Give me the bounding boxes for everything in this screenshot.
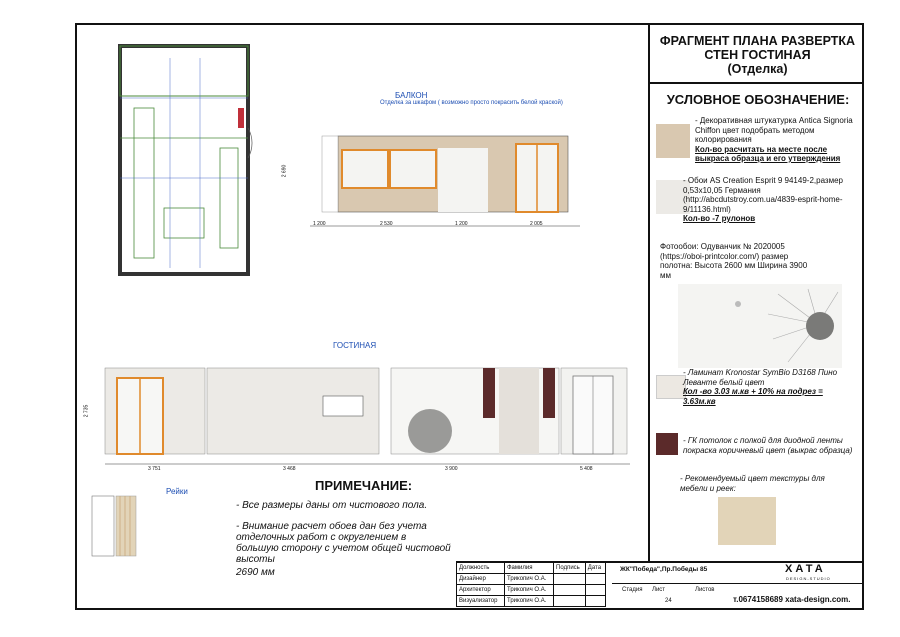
balcony-dim-1: 1 200 <box>313 221 326 227</box>
legend-item-photowallpaper: Фотообои: Одуванчик № 2020005 (https://oboi-printcolor.com/) размер полотна: Высота 2600 мм Ширина 3900 мм <box>660 242 808 280</box>
stamp-role: Визуализатор <box>457 596 505 607</box>
rails-label: Рейки <box>166 487 188 496</box>
stamp-header-position: Должность <box>457 563 505 574</box>
legend-item-wallpaper: - Обои AS Creation Esprit 9 94149-2,размер 0,53х10,05 Германия (http://abcdutstroy.com.ua/4839-esprit-home-9/11136.html) Кол-во -7 рулонов <box>683 176 843 223</box>
stamp-mid-line <box>612 583 864 584</box>
stamp-sheet-label: Лист <box>652 587 666 593</box>
legend-heading: УСЛОВНОЕ ОБОЗНАЧЕНИЕ: <box>666 92 850 107</box>
note-line-2: - Внимание расчет обоев дан без учета отделочных работ с округлением в большую сторону с учетом общей чистовой высоты <box>236 521 451 565</box>
living-dim-4: 5 408 <box>580 466 593 472</box>
balcony-dim-3: 1 200 <box>455 221 468 227</box>
stamp-project: ЖК"Победа",Пр.Победы 85 <box>620 566 708 573</box>
ceiling-swatch <box>656 433 678 455</box>
stamp-table <box>456 562 606 607</box>
stamp-stage-label: Стадия <box>622 587 643 593</box>
sheet-title: ФРАГМЕНТ ПЛАНА РАЗВЕРТКА СТЕН ГОСТИНАЯ (Отделка) <box>659 34 856 76</box>
balcony-elevation <box>300 128 590 238</box>
furniture-texture-swatch <box>718 497 776 545</box>
dandelion-image <box>678 284 842 368</box>
plaster-swatch <box>656 124 690 158</box>
title-divider <box>648 82 864 84</box>
note-line-3: 2690 мм <box>236 567 275 578</box>
stamp-person: Трикопич О.А. <box>504 596 553 607</box>
note-line-1: - Все размеры даны от чистового пола. <box>236 500 428 511</box>
stamp-role: Дизайнер <box>457 574 505 585</box>
living-dim-2: 3 468 <box>283 466 296 472</box>
rails-detail <box>88 488 148 560</box>
living-dim-3: 3 900 <box>445 466 458 472</box>
balcony-height-dim: 2 690 <box>281 164 288 178</box>
legend-item-ceiling: - ГК потолок с полкой для диодной ленты покраска коричневый цвет (выкрас образца) <box>683 436 853 455</box>
balcony-subtitle: Отделка за шкафом ( возможно просто покрасить белой краской) <box>380 100 563 106</box>
stamp-header-name: Фамилия <box>504 563 553 574</box>
floor-plan <box>100 38 270 278</box>
stamp-sheet-number: 24 <box>665 598 672 604</box>
laminate-swatch <box>656 375 686 399</box>
stamp-header-signature: Подпись <box>554 563 586 574</box>
stamp-brand: ХАТА <box>785 563 826 575</box>
stamp-header-date: Дата <box>585 563 605 574</box>
legend-item-furniture: - Рекомендуемый цвет текстуры для мебели и реек: <box>680 474 825 493</box>
living-dim-1: 3 751 <box>148 466 161 472</box>
stamp-person: Трикопич О.А. <box>504 574 553 585</box>
balcony-title: БАЛКОН <box>395 91 428 100</box>
stamp-role: Архитектор <box>457 585 505 596</box>
stamp-person: Трикопич О.А. <box>504 585 553 596</box>
note-heading: ПРИМЕЧАНИЕ: <box>315 478 413 493</box>
stamp-brand-sub: DESIGN-STUDIO <box>786 576 831 581</box>
stamp-contact: т.0674158689 xata-design.com. <box>733 595 851 604</box>
living-height-dim: 2 735 <box>83 404 90 418</box>
legend-item-plaster: - Декоративная штукатурка Antica Signoria Chiffon цвет подобрать методом колорирования Кол-во расчитать на месте после выкраса образца и его утверждения <box>695 116 853 163</box>
stamp-sheets-label: Листов <box>695 587 715 593</box>
living-elevation <box>95 356 640 471</box>
balcony-dim-4: 2 005 <box>530 221 543 227</box>
balcony-dim-2: 2 530 <box>380 221 393 227</box>
right-panel-divider <box>648 23 650 563</box>
legend-item-laminate: - Ламинат Kronostar SymBio D3168 Пино Леванте белый цвет Кол -во 3.03 м.кв + 10% на подрез = 3.63м.кв <box>683 368 838 406</box>
living-title: ГОСТИНАЯ <box>333 341 377 350</box>
